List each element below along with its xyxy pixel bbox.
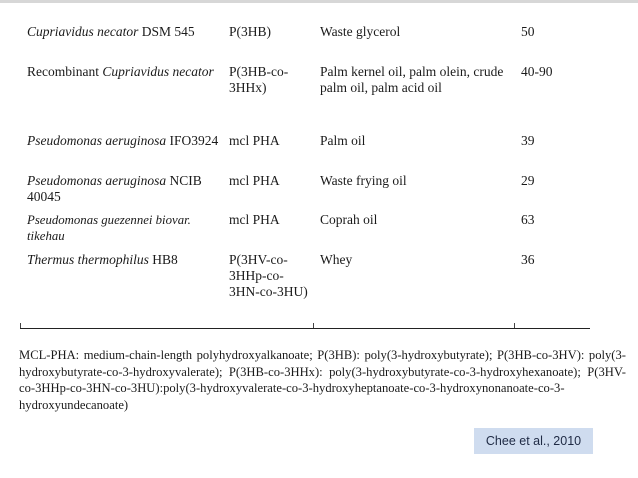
table-bottom-rule [20,328,590,329]
substrate-cell: Waste frying oil [320,173,407,188]
organism-name: Pseudomonas aeruginosa [27,133,167,148]
organism-name: Cupriavidus necator [102,64,214,79]
organism-strain: IFO3924 [166,133,219,148]
organism-name: Pseudomonas aeruginosa [27,173,167,188]
organism-name: Thermus thermophilus [27,252,149,267]
substrate-cell: Palm kernel oil, palm olein, crude palm oil, palm acid oil [320,64,504,95]
organism-strain: HB8 [148,252,178,267]
substrate-cell: Whey [320,252,353,267]
value-cell: 39 [521,133,535,148]
polymer-cell: mcl PHA [229,212,280,227]
citation-box: Chee et al., 2010 [474,428,593,454]
organism-cell [27,212,227,244]
substrate-cell: Coprah oil [320,212,378,227]
value-cell: 29 [521,173,535,188]
polymer-cell: mcl PHA [229,173,280,188]
organism-cell [27,173,227,205]
value-cell: 63 [521,212,535,227]
abbreviations-footnote: MCL-PHA: medium-chain-length polyhydroxyalkanoate; P(3HB): poly(3-hydroxybutyrate); P(3HB-co-3HV): poly(3-hydroxybutyrate-co-3-hydroxyvalerate); P(3HB-co-3HHx): poly(3-hydroxybutyrate-co-3-hydroxyhexanoate); P(3HV-co-3HHp-co-3HN-co-3HU):poly(3-hydroxyvalerate-co-3-hydroxyheptanoate-co-3-hydroxynonanoate-co-3-hydroxyundecanoate) [19,348,626,412]
polymer-cell: P(3HB-co-3HHx) [229,64,289,95]
substrate-cell: Waste glycerol [320,24,401,39]
organism-cell [27,64,227,80]
top-rule [0,0,638,3]
organism-strain: NCIB 40045 [27,173,202,204]
organism-cell [27,252,227,268]
organism-cell [27,133,227,149]
organism-strain: DSM 545 [138,24,195,39]
value-cell: 50 [521,24,535,39]
organism-cell [27,24,227,40]
organism-prefix: Recombinant [27,64,103,79]
polymer-cell: mcl PHA [229,133,280,148]
polymer-cell: P(3HB) [229,24,272,39]
substrate-cell: Palm oil [320,133,366,148]
value-cell: 40-90 [521,64,553,79]
polymer-cell: P(3HV-co-3HHp-co-3HN-co-3HU) [229,252,308,299]
organism-name: Cupriavidus necator [27,24,139,39]
organism-name: Pseudomonas guezennei biovar. tikehau [27,213,191,243]
value-cell: 36 [521,252,535,267]
